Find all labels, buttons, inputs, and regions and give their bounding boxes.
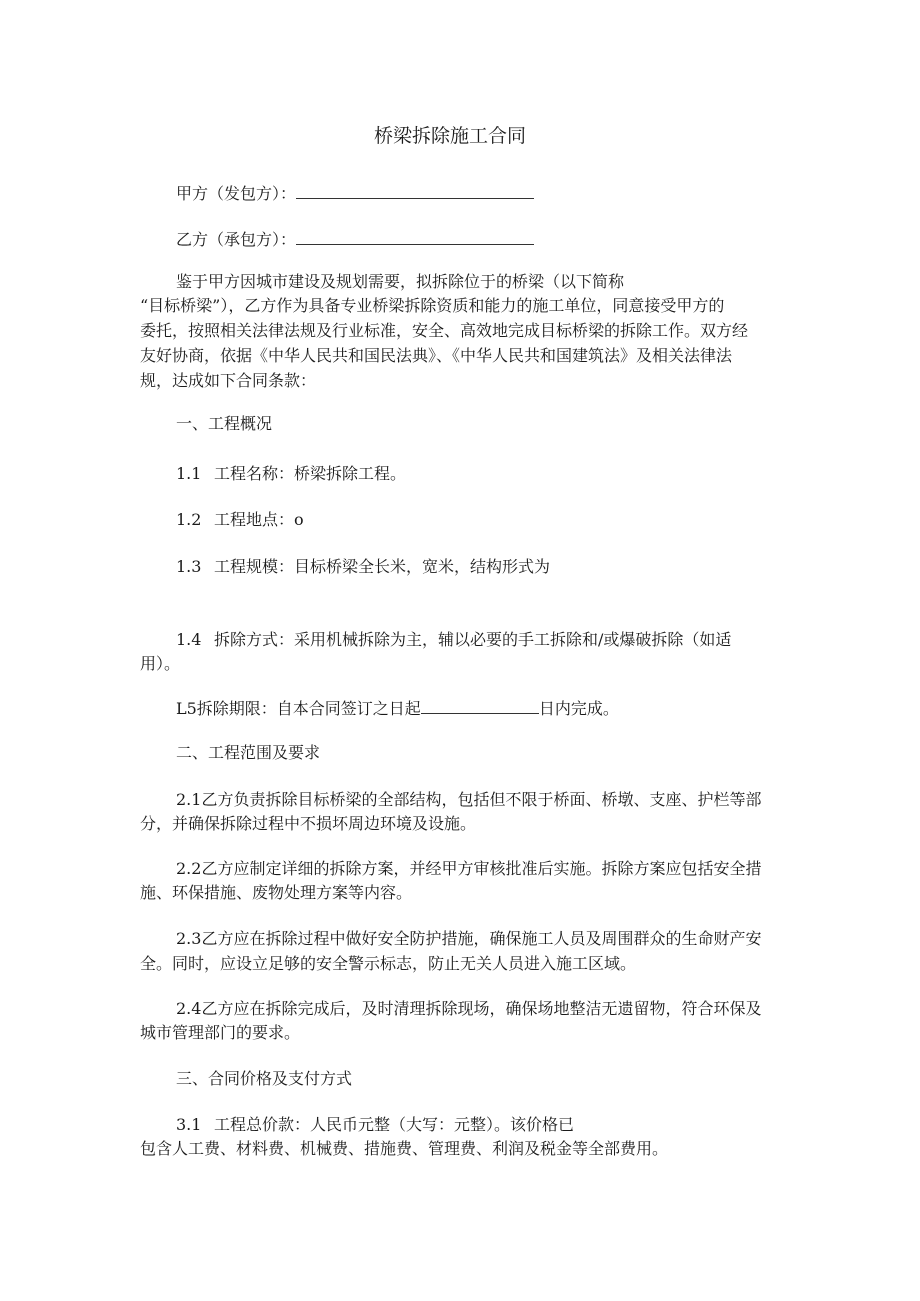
party-a-line — [176, 182, 534, 206]
section-heading-2: 二、工程范围及要求 — [176, 743, 321, 762]
clause-2-4-cont: 城市管理部门的要求。 — [140, 1023, 301, 1042]
clause-text: L5拆除期限：自本合同签订之日起 — [176, 699, 421, 718]
preamble-line: 鉴于甲方因城市建设及规划需要，拟拆除位于的桥梁（以下简称 — [176, 272, 625, 291]
page-title: 桥梁拆除施工合同 — [374, 125, 527, 147]
clause-text: 工程规模：目标桥梁全长米，宽米，结构形式为 — [214, 557, 551, 576]
clause-3-1 — [176, 1113, 574, 1137]
clause-2-2-cont: 施、环保措施、废物处理方案等内容。 — [140, 883, 413, 902]
party-b-blank — [296, 228, 534, 245]
preamble-line: 委托，按照相关法律法规及行业标准，安全、高效地完成目标桥梁的拆除工作。双方经 — [140, 321, 749, 340]
preamble-line: “目标桥梁”），乙方作为具备专业桥梁拆除资质和能力的施工单位，同意接受甲方的 — [140, 296, 725, 315]
clause-number: 3.1 — [176, 1115, 202, 1134]
clause-2-3: 2.3乙方应在拆除过程中做好安全防护措施，确保施工人员及周围群众的生命财产安 — [176, 929, 762, 948]
clause-text: 拆除方式：采用机械拆除为主，辅以必要的手工拆除和/或爆破拆除（如适 — [214, 630, 732, 649]
party-a-blank — [296, 182, 534, 199]
clause-number: 1.3 — [176, 557, 202, 576]
clause-number: 1.2 — [176, 510, 202, 529]
clause-2-3-cont: 全。同时，应设立足够的安全警示标志，防止无关人员进入施工区域。 — [140, 954, 637, 973]
clause-1-4-cont: 用）。 — [140, 654, 181, 673]
clause-text: 工程名称：桥梁拆除工程。 — [214, 464, 407, 483]
clause-3-1-cont: 包含人工费、材料费、机械费、措施费、管理费、利润及税金等全部费用。 — [140, 1139, 669, 1158]
clause-text: 日内完成。 — [538, 699, 619, 718]
clause-2-2: 2.2乙方应制定详细的拆除方案，并经甲方审核批准后实施。拆除方案应包括安全措 — [176, 859, 762, 878]
clause-2-1-cont: 分，并确保拆除过程中不损坏周边环境及设施。 — [140, 814, 477, 833]
party-a-label: 甲方（发包方）： — [176, 184, 297, 203]
party-b-line — [176, 228, 534, 252]
clause-text: 工程总价款：人民币元整（大写：元整）。该价格已 — [214, 1115, 575, 1134]
section-heading-1: 一、工程概况 — [176, 414, 273, 433]
preamble-line: 规，达成如下合同条款： — [140, 371, 317, 390]
clause-2-4: 2.4乙方应在拆除完成后，及时清理拆除现场，确保场地整洁无遗留物，符合环保及 — [176, 999, 762, 1018]
duration-blank — [421, 697, 539, 714]
clause-1-3 — [176, 555, 550, 579]
clause-2-1: 2.1乙方负责拆除目标桥梁的全部结构，包括但不限于桥面、桥墩、支座、护栏等部 — [176, 790, 762, 809]
clause-1-2 — [176, 508, 304, 532]
clause-1-5 — [176, 697, 619, 721]
party-b-label: 乙方（承包方）： — [176, 230, 297, 249]
clause-1-4 — [176, 628, 731, 652]
clause-number: 1.1 — [176, 464, 202, 483]
clause-1-1 — [176, 462, 406, 486]
clause-text: 工程地点：o — [214, 510, 304, 529]
clause-number: 1.4 — [176, 630, 202, 649]
section-heading-3: 三、合同价格及支付方式 — [176, 1069, 353, 1088]
preamble-line: 友好协商，依据《中华人民共和国民法典》、《中华人民共和国建筑法》及相关法律法 — [140, 346, 733, 365]
